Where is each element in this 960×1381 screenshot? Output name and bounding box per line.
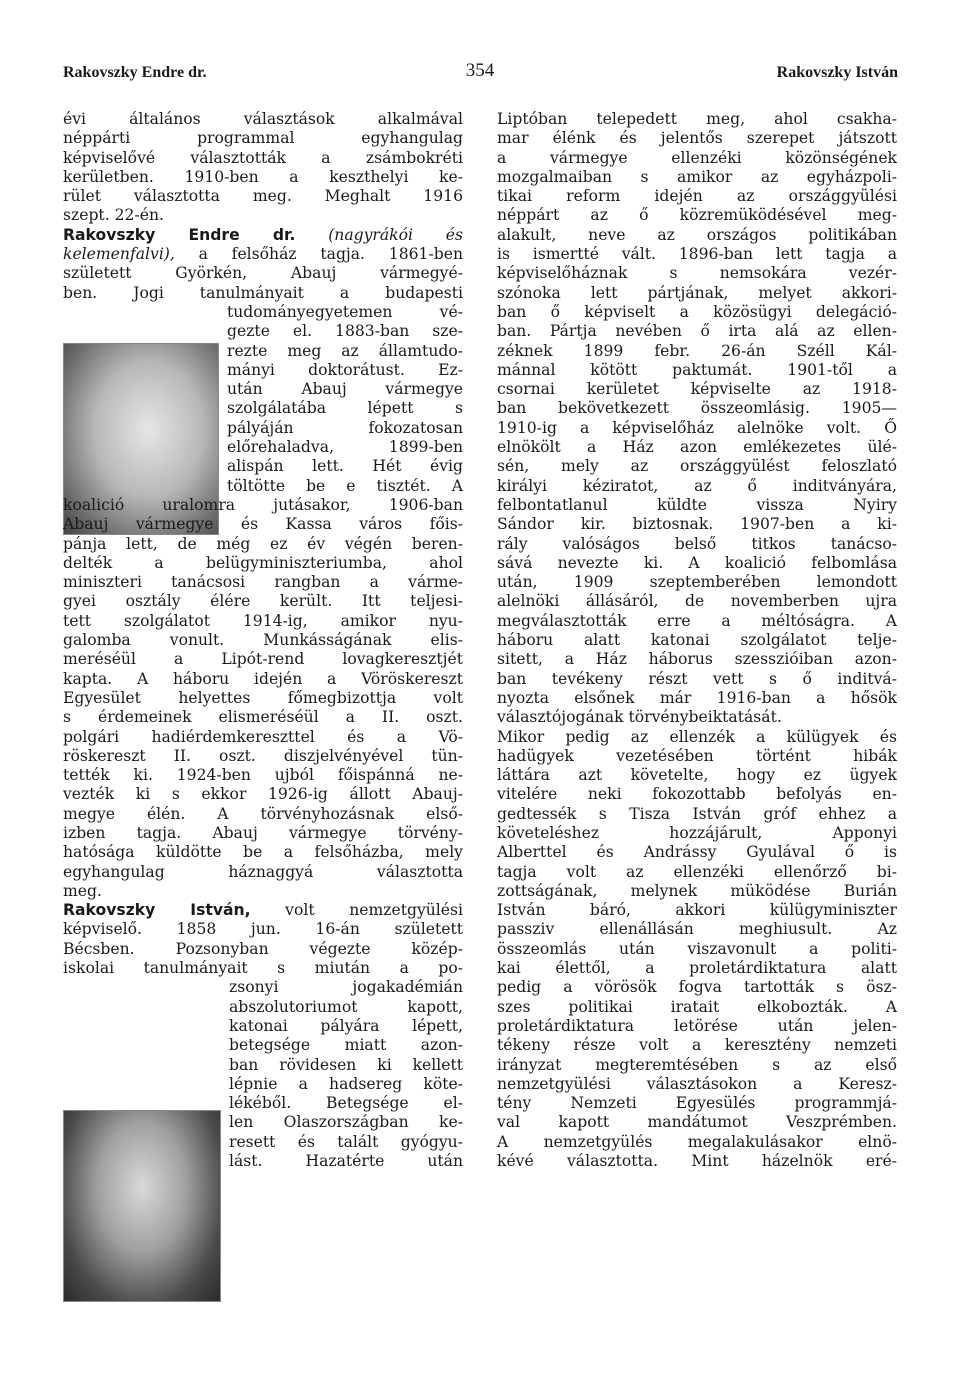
right-column <box>497 110 897 1171</box>
text-line: len Olaszországban ke- <box>229 1113 463 1132</box>
text-line: született Györkén, Abauj vármegyé- <box>63 264 463 283</box>
text-line: tagja volt az ellenzéki ellenőrző bi- <box>497 862 897 881</box>
text-line: nyozta elsőnek már 1916-ban a hősök <box>497 688 897 707</box>
text-line: Egyesület helyettes főmegbizottja volt <box>63 688 463 707</box>
text-line: képviselő. 1858 jun. 16-án született <box>63 920 463 939</box>
entry-text: a felsőház tagja. 1861-ben <box>198 245 463 264</box>
text-line: zsonyi jogakadémián <box>229 978 463 997</box>
text-line: mar élénk és jelentős szerepet játszott <box>497 129 897 148</box>
text-line <box>63 245 463 264</box>
text-line: rezte meg az államtudo- <box>227 341 463 360</box>
text-line: mánnal kötött paktumát. 1901-től a <box>497 360 897 379</box>
text-line: tékeny része volt a keresztény nemzeti <box>497 1036 897 1055</box>
text-line: a vármegye ellenzéki közönségének <box>497 148 897 167</box>
text-line: szolgálatába lépett s <box>227 399 463 418</box>
text-line: tikai reform idején az országgyülési <box>497 187 897 206</box>
text-line: megye élén. A törvényhozásnak első- <box>63 804 463 823</box>
left-column <box>63 110 463 1171</box>
text-line: felbontatlanul küldte vissza Nyiry <box>497 495 897 514</box>
text-line: polgári hadiérdemkereszttel és a Vö- <box>63 727 463 746</box>
text-line: egyhangulag háznaggyá választotta <box>63 862 463 881</box>
text-line: tény Nemzeti Egyesülés programmjá- <box>497 1094 897 1113</box>
text-line: Abauj vármegye és Kassa város főis- <box>63 515 463 534</box>
text-line: is ismertté vált. 1896-ban lett tagja a <box>497 245 897 264</box>
text-line: néppárti programmal egyhangulag <box>63 129 463 148</box>
text-line: val kapott mandátumot Veszprémben. <box>497 1113 897 1132</box>
text-line: vezték ki s ekkor 1926-ig állott Abauj- <box>63 785 463 804</box>
text-line: A nemzetgyülés megalakulásakor elnö- <box>497 1132 897 1151</box>
text-line: alispán lett. Hét évig <box>227 457 463 476</box>
text-line: meréséül a Lipót-rend lovagkeresztjét <box>63 650 463 669</box>
text-line: betegsége miatt azon- <box>229 1036 463 1055</box>
text-line: ban bekövetkezett összeomlásig. 1905— <box>497 399 897 418</box>
entry-istvan-heading <box>63 901 463 920</box>
running-head-left: Rakovszky Endre dr. <box>63 64 207 81</box>
text-line: resett és talált gyógyu- <box>229 1132 463 1151</box>
text-line: szónoka lett pártjának, melyet akkori- <box>497 283 897 302</box>
text-line: hatósága küldötte be a felsőházba, mely <box>63 843 463 862</box>
text-line: összeomlás után viszavonult a politi- <box>497 939 897 958</box>
text-line: ban. Pártja nevében ő irta alá az ellen- <box>497 322 897 341</box>
text-line: lépnie a hadsereg köte- <box>229 1074 463 1093</box>
text-line: kerületben. 1910-ben a keszthelyi ke- <box>63 167 463 186</box>
entry-text: volt nemzetgyülési <box>285 901 463 920</box>
text-line: töltötte be e tisztét. A <box>227 476 463 495</box>
text-line: alakult, neve az országos politikában <box>497 225 897 244</box>
text-line: láttára azt követelte, hogy ez ügyek <box>497 766 897 785</box>
entry-name: Rakovszky István, <box>63 901 251 920</box>
text-line: sén, mely az országgyülést feloszlató <box>497 457 897 476</box>
text-line: galomba vonult. Munkásságának elis- <box>63 631 463 650</box>
text-line: István báró, akkori külügyminiszter <box>497 901 897 920</box>
text-line: alelnöki állásáról, de novemberben ujra <box>497 592 897 611</box>
text-line: miniszteri tanácsosi rangban a várme- <box>63 573 463 592</box>
text-line: kévé választotta. Mint házelnök eré- <box>497 1152 897 1171</box>
text-line: izben tagja. Abauj vármegye törvény- <box>63 823 463 842</box>
text-line: s érdemeinek elismeréséül a II. oszt. <box>63 708 463 727</box>
text-line: zéknek 1899 febr. 26-án Széll Kál- <box>497 341 897 360</box>
text-line: választójogának törvénybeiktatását. <box>497 708 782 727</box>
running-head-right: Rakovszky István <box>776 64 898 81</box>
text-line: ben. Jogi tanulmányait a budapesti <box>63 283 463 302</box>
text-line: után Abauj vármegye <box>227 380 463 399</box>
text-line: ban rövidesen ki kellett <box>229 1055 463 1074</box>
text-line: kapta. A háboru idején a Vöröskereszt <box>63 669 463 688</box>
text-line: lékéből. Betegsége el- <box>229 1094 463 1113</box>
text-line: szept. 22-én. <box>63 206 164 225</box>
text-line: képviselővé választották a zsámbokréti <box>63 148 463 167</box>
text-line: pedig a vörösök fogva tartották s ösz- <box>497 978 897 997</box>
text-line: képviselőháznak s nemsokára vezér- <box>497 264 897 283</box>
text-line: koalició uralomra jutásakor, 1906-ban <box>63 495 463 514</box>
text-line: sává nevezte ki. A koalició felbomlása <box>497 553 897 572</box>
text-line: háboru alatt katonai szolgálatot telje- <box>497 631 897 650</box>
text-line: pályáján fokozatosan <box>227 418 463 437</box>
text-line: ban tevékeny részt vett s ő inditvá- <box>497 669 897 688</box>
text-line: rület választotta meg. Meghalt 1916 <box>63 187 463 206</box>
text-line: röskereszt II. oszt. diszjelvényével tün- <box>63 746 463 765</box>
text-line: hadügyek vezetésében történt hibák <box>497 746 897 765</box>
text-line: néppárt az ő közremüködésével meg- <box>497 206 897 225</box>
text-line: gezte el. 1883-ban sze- <box>227 322 463 341</box>
text-line: évi általános választások alkalmával <box>63 110 463 128</box>
entry-origin: (nagyrákói és <box>328 225 463 244</box>
text-line: királyi kéziratot, az ő inditványára, <box>497 476 897 495</box>
text-line: 1910-ig a képviselőház alelnöke volt. Ő <box>497 418 897 437</box>
text-line: zottságának, melynek müködése Burián <box>497 881 897 900</box>
text-line: Liptóban telepedett meg, ahol csakha- <box>497 110 897 128</box>
text-line: irányzat megteremtésében s az első <box>497 1055 897 1074</box>
text-line: csornai kerületet képviselte az 1918- <box>497 380 897 399</box>
text-line: iskolai tanulmányait s miután a po- <box>63 959 463 978</box>
text-line: vitelére neki fokozottabb befolyás en- <box>497 785 897 804</box>
text-line: előrehaladva, 1899-ben <box>227 438 463 457</box>
text-line: passziv ellenállásán meghiusult. Az <box>497 920 897 939</box>
entry-name: Rakovszky Endre dr. <box>63 225 296 244</box>
text-line: meg. <box>63 881 102 900</box>
text-line: követeléshez hozzájárult, Apponyi <box>497 823 897 842</box>
entry-origin-2: kelemenfalvi), <box>63 245 175 264</box>
text-line: katonai pályára lépett, <box>229 1016 463 1035</box>
text-line: proletárdiktatura letörése után jelen- <box>497 1016 897 1035</box>
text-line: elnökölt a Ház azon emlékezetes ülé- <box>497 438 897 457</box>
text-line: Alberttel és Andrássy Gyulával ő is <box>497 843 897 862</box>
text-line: sitett, a Ház háborus szesszióiban azon- <box>497 650 897 669</box>
text-line: gedtessék s Tisza István gróf ehhez a <box>497 804 897 823</box>
text-line: rály valóságos belső titkos tanácso- <box>497 534 897 553</box>
text-line: lást. Hazatérte után <box>229 1152 463 1171</box>
text-line: megválasztották erre a méltóságra. A <box>497 611 897 630</box>
text-line: nemzetgyülési választásokon a Keresz- <box>497 1074 897 1093</box>
text-line: Mikor pedig az ellenzék a külügyek és <box>497 727 897 746</box>
text-line: gyei osztály élére került. Itt teljesi- <box>63 592 463 611</box>
text-line: mányi doktorátust. Ez- <box>227 360 463 379</box>
text-line: tették ki. 1924-ben ujból főispánná ne- <box>63 766 463 785</box>
text-line: szes politikai iratait elkobozták. A <box>497 997 897 1016</box>
text-line: tudományegyetemen vé- <box>227 302 463 321</box>
text-line: pánja lett, de még ez év végén beren- <box>63 534 463 553</box>
text-line: abszolutoriumot kapott, <box>229 997 463 1016</box>
entry-endre-heading <box>63 226 463 245</box>
text-line: kai élettől, a proletárdiktatura alatt <box>497 959 897 978</box>
text-line: delték a belügyminiszteriumba, ahol <box>63 553 463 572</box>
text-line: mozgalmaiban s amikor az egyházpoli- <box>497 167 897 186</box>
text-line: tett szolgálatot 1914-ig, amikor nyu- <box>63 611 463 630</box>
text-line: ban ő képviselt a közösügyi delegáció- <box>497 302 897 321</box>
text-line: után, 1909 szeptemberében lemondott <box>497 573 897 592</box>
page-number: 354 <box>465 60 495 81</box>
text-line: Sándor kir. biztosnak. 1907-ben a ki- <box>497 515 897 534</box>
text-line: Bécsben. Pozsonyban végezte közép- <box>63 939 463 958</box>
